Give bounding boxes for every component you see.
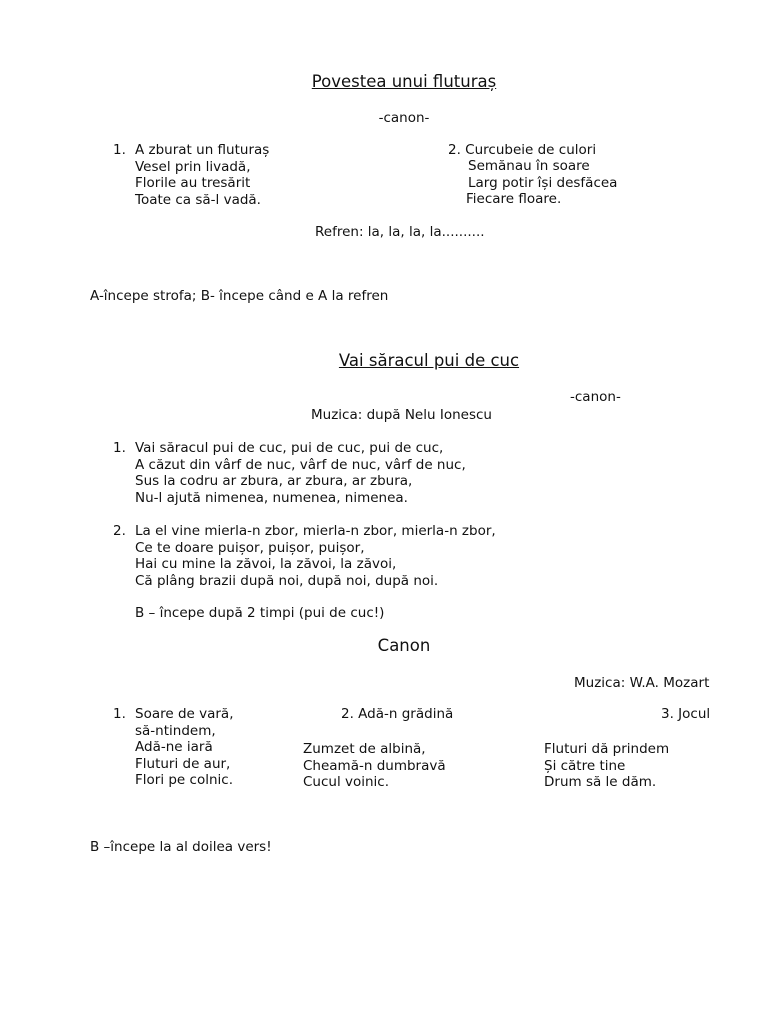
verse-line: să-ntindem, (135, 722, 216, 739)
song1-verse2-line1: 2. Curcubeie de culori (448, 142, 597, 158)
song3-col3 (544, 741, 669, 791)
song3-col2 (303, 741, 446, 791)
verse-line: Sus la codru ar zbura, ar zbura, ar zbura, (135, 473, 413, 489)
song2-subtitle: -canon- (570, 389, 621, 405)
verse-line: Nu-l ajută nimenea, numenea, nimenea. (135, 489, 408, 506)
song2-verse1 (135, 440, 466, 506)
song1-verse1 (135, 142, 269, 208)
song2-verse1-number: 1. (113, 440, 126, 456)
song1-verse1-number: 1. (113, 142, 126, 158)
verse-line: Ce te doare puișor, puișor, puișor, (135, 539, 365, 556)
song2-verse2 (135, 523, 496, 589)
song1-verse2-line2: Semănau în soare (468, 158, 590, 174)
verse-line: Drum să le dăm. (544, 774, 657, 790)
verse-line: Vai săracul pui de cuc, pui de cuc, pui de cuc, (135, 440, 444, 456)
song1-subtitle: -canon- (378, 110, 430, 126)
song1-verse2-line4: Fiecare floare. (466, 191, 562, 207)
song3-music-credit: Muzica: W.A. Mozart (574, 675, 710, 691)
song2-title: Vai săracul pui de cuc (338, 351, 520, 370)
verse-line: Că plâng brazii după noi, după noi, după noi. (135, 572, 439, 589)
song2-verse2-number: 2. (113, 523, 126, 539)
song3-col2-head: 2. Adă-n grădină (341, 706, 454, 722)
verse-line: Flori pe colnic. (135, 772, 233, 788)
song1-instruction: A-începe strofa; B- începe când e A la refren (90, 288, 389, 304)
verse-line: Vesel prin livadă, (135, 158, 251, 175)
verse-line: Fluturi de aur, (135, 755, 231, 772)
song3-instruction: B –începe la al doilea vers! (90, 839, 272, 855)
verse-line: Zumzet de albină, (303, 741, 426, 757)
verse-line: La el vine mierla-n zbor, mierla-n zbor, mierla-n zbor, (135, 523, 496, 539)
verse-line: Și către tine (544, 757, 626, 774)
verse-line: Hai cu mine la zăvoi, la zăvoi, la zăvoi, (135, 556, 397, 572)
verse-line: A căzut din vârf de nuc, vârf de nuc, vârf de nuc, (135, 456, 466, 473)
verse-line: Florile au tresărit (135, 175, 251, 191)
song2-music-credit: Muzica: după Nelu Ionescu (311, 407, 492, 423)
verse-line: A zburat un fluturaș (135, 142, 270, 158)
song2-instruction: B – începe după 2 timpi (pui de cuc!) (135, 605, 385, 621)
verse-line: Cucul voinic. (303, 774, 390, 790)
song3-col1-number: 1. (113, 706, 126, 722)
verse-line: Toate ca să-l vadă. (135, 191, 261, 208)
song3-col3-head: 3. Jocul (661, 706, 711, 722)
verse-line: Adă-ne iară (135, 739, 213, 755)
verse-line: Cheamă-n dumbravă (303, 757, 446, 774)
song3-col1 (135, 706, 234, 789)
song1-refrain: Refren: la, la, la, la.......... (315, 224, 485, 240)
verse-line: Fluturi dă prindem (544, 741, 670, 757)
song3-title: Canon (377, 636, 431, 655)
song1-title: Povestea unui fluturaș (311, 72, 497, 91)
song1-verse2-line3: Larg potir își desfăcea (468, 175, 618, 191)
verse-line: Soare de vară, (135, 706, 234, 722)
